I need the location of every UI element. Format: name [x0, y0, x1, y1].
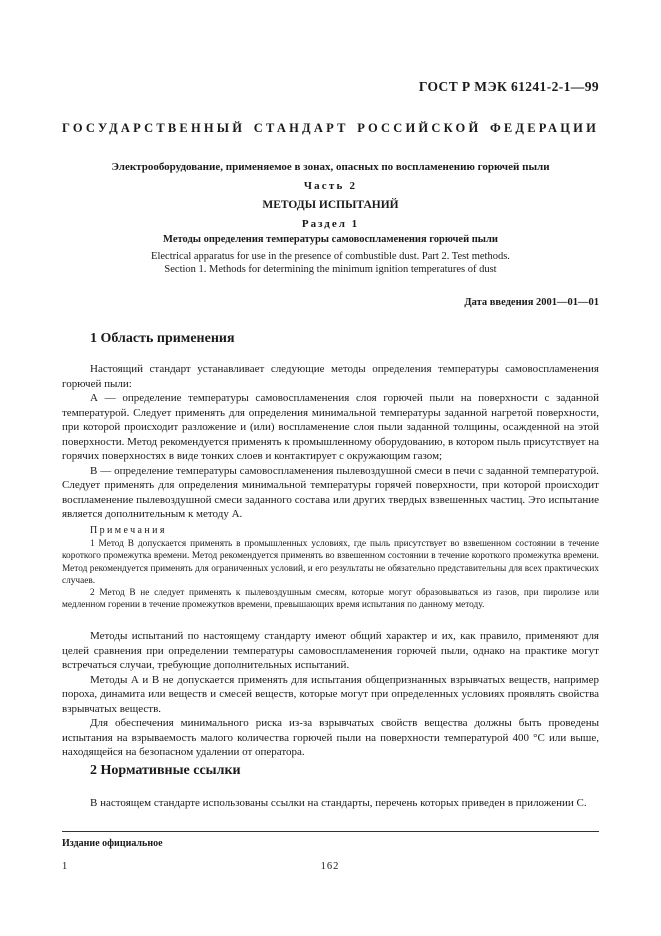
edition-label: Издание официальное: [62, 838, 163, 849]
section-heading: 2 Нормативные ссылки: [90, 763, 241, 778]
paragraph: А — определение температуры самовоспламенения слоя горючей пыли на поверхности с заданной температурой. Следует применять для определения минимальной температуры заданной нагретой поверхности, при которой происходит разложение и (или) воспламенение слоя пыли заданной толщины, осажденной на этой поверхности. Метод рекомендуется применять к промышленному оборудованию, в котором пыль присутствует на горячих поверхностях в виде тонких слоев и контактирует с окружающим газом;: [62, 392, 599, 462]
footer-divider: [62, 831, 599, 832]
notes-block: [62, 525, 599, 611]
section-body: [62, 629, 599, 760]
standard-header-word: ГОСУДАРСТВЕННЫЙ: [62, 121, 246, 135]
english-title-line: Section 1. Methods for determining the minimum ignition temperatures of dust: [164, 264, 497, 275]
section-title: Методы определения температуры самовоспламенения горючей пыли: [163, 234, 498, 245]
paragraph: Методы А и В не допускается применять для испытания общепризнанных взрывчатых веществ, например пороха, динамита или веществ и смесей веществ, которые могут при определенных условиях проявлять свойства взрывчатых веществ.: [62, 673, 599, 715]
standard-header-word: ФЕДЕРАЦИИ: [489, 121, 599, 135]
document-code: ГОСТ Р МЭК 61241-2-1—99: [418, 79, 599, 94]
english-title-line: Electrical apparatus for use in the presence of combustible dust. Part 2. Test methods.: [151, 251, 510, 262]
standard-header-word: СТАНДАРТ: [253, 121, 349, 135]
paragraph: Настоящий стандарт устанавливает следующие методы определения температуры самовоспламенения горючей пыли:: [62, 363, 599, 390]
part-label: Часть 2: [303, 180, 358, 192]
standard-header: [62, 121, 599, 136]
section-heading: 1 Область применения: [90, 331, 235, 346]
section-body: [62, 362, 599, 522]
page-marker: 1: [62, 861, 68, 872]
standard-header-word: РОССИЙСКОЙ: [357, 121, 482, 135]
introduction-date: Дата введения 2001—01—01: [464, 297, 599, 308]
paragraph: В — определение температуры самовоспламенения пылевоздушной смеси в печи с заданной температурой. Следует применять для определения минимальной температуры горячей поверхности, при которой происходит воспламенение пылевоздушной смеси заданного состава или других твердых взвешенных частиц. Это испытание является дополнительным к методу А.: [62, 464, 599, 520]
paragraph: В настоящем стандарте использованы ссылки на стандарты, перечень которых приведен в приложении С.: [90, 797, 587, 809]
notes-heading: Примечания: [90, 525, 167, 536]
document-title: Электрооборудование, применяемое в зонах, опасных по воспламенению горючей пыли: [111, 161, 550, 173]
section-label: Раздел 1: [301, 218, 360, 230]
paragraph: Методы испытаний по настоящему стандарту имеют общий характер и их, как правило, применяют для целей сравнения при определении температуры самовоспламенения горючей пыли, однако на практике могут встречаться случаи, требующие дополнительных испытаний.: [62, 630, 599, 671]
part-title: МЕТОДЫ ИСПЫТАНИЙ: [262, 199, 399, 211]
note: 1 Метод В допускается применять в промышленных условиях, где пыль присутствует во взвешенном состоянии в течение короткого промежутка времени. Метод рекомендуется применять во взвешенном состоянии в течение короткого промежутка времени. Метод рекомендуется применять для ограниченных условий, и его результаты не обязательно представительны для всех практических случаев.: [62, 539, 599, 586]
section-body: [62, 796, 599, 811]
page-number: 162: [320, 861, 340, 872]
note: 2 Метод В не следует применять к пылевоздушным смесям, которые могут образовываться из газов, при пиролизе или медленном горении в течение промежутков времени, превышающих время испытания по данному методу.: [62, 588, 599, 611]
paragraph: Для обеспечения минимального риска из-за взрывчатых свойств вещества должны быть проведены испытания на взрываемость малого количества горючей пыли на поверхности температурой 400 °С или выше, находящейся на безопасном удалении от оператора.: [62, 717, 599, 758]
